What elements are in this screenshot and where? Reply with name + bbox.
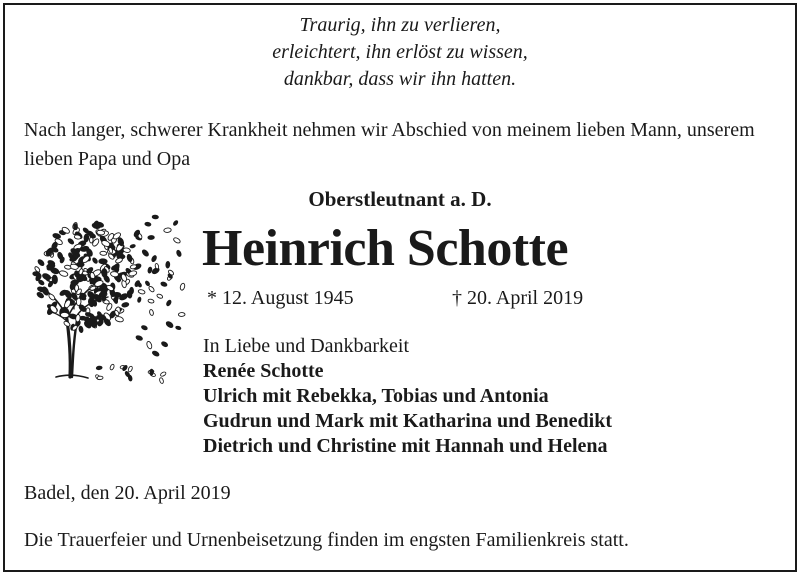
family-member: Dietrich und Christine mit Hannah und Helena (203, 435, 608, 457)
rank-title: Oberstleutnant a. D. (308, 187, 492, 211)
family-opening: In Liebe und Dankbarkeit (203, 335, 410, 357)
birth-date: * 12. August 1945 (207, 287, 354, 309)
family-member: Gudrun und Mark mit Katharina und Benedikt (203, 410, 612, 432)
poem-line-3: dankbar, dass wir ihn hatten. (283, 68, 517, 90)
family-block (203, 334, 612, 459)
poem-line-1: Traurig, ihn zu verlieren, (299, 14, 501, 36)
deceased-name: Heinrich Schotte (202, 220, 569, 277)
poem-line-2: erleichtert, ihn erlöst zu wissen, (272, 41, 528, 63)
funeral-note: Die Trauerfeier und Urnenbeisetzung finden im engsten Familienkreis statt. (24, 529, 629, 551)
family-member: Ulrich mit Rebekka, Tobias und Antonia (203, 385, 549, 407)
death-date: † 20. April 2019 (452, 287, 584, 309)
family-member: Renée Schotte (203, 360, 324, 382)
tree-with-falling-leaves-icon (26, 205, 196, 390)
poem (0, 12, 800, 93)
place-date: Badel, den 20. April 2019 (24, 482, 231, 504)
intro-text: Nach langer, schwerer Krankheit nehmen wir Abschied von meinem lieben Mann, unserem lieben Papa und Opa (24, 119, 755, 170)
